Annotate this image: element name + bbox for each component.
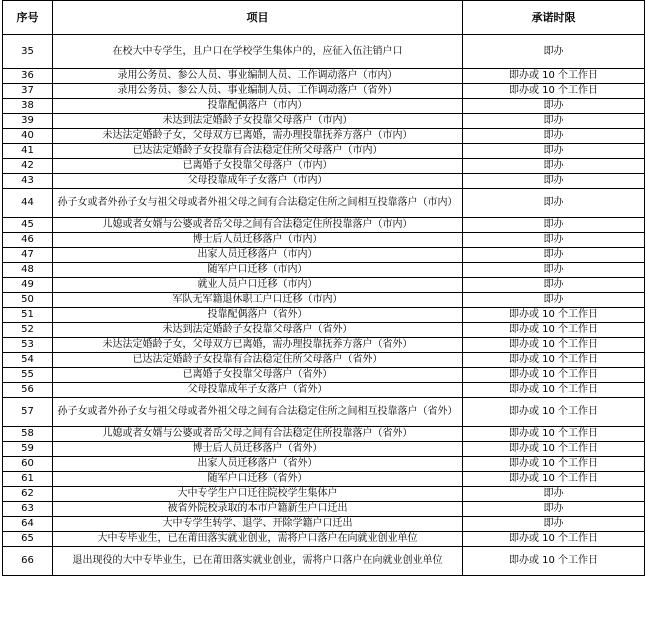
row-time-limit: 即办或 10 个工作日 [463, 532, 645, 547]
row-number: 45 [3, 218, 53, 233]
row-number: 58 [3, 427, 53, 442]
table-row [3, 427, 645, 442]
row-item: 孙子女或者外孙子女与祖父母或者外祖父母之间有合法稳定住所之间相互投靠落户（省外） [53, 398, 463, 427]
row-item: 大中专毕业生，已在莆田落实就业创业，需将户口落户在向就业创业单位 [53, 532, 463, 547]
row-item: 未达法定婚龄子女，父母双方已离婚，需办理投靠抚养方落户（省外） [53, 338, 463, 353]
row-time-limit: 即办 [463, 99, 645, 114]
table-row [3, 368, 645, 383]
row-number: 40 [3, 129, 53, 144]
table-row [3, 159, 645, 174]
header-no: 序号 [3, 1, 53, 35]
row-number: 50 [3, 293, 53, 308]
row-item: 退出现役的大中专毕业生，已在莆田落实就业创业，需将户口落户在向就业创业单位 [53, 547, 463, 576]
row-number: 65 [3, 532, 53, 547]
row-time-limit: 即办 [463, 293, 645, 308]
table-row [3, 248, 645, 263]
table-row [3, 278, 645, 293]
row-item: 就业人员户口迁移（市内） [53, 278, 463, 293]
table-row [3, 547, 645, 576]
row-item: 录用公务员、参公人员、事业编制人员、工作调动落户（市内） [53, 69, 463, 84]
commitment-table [2, 0, 645, 576]
row-time-limit: 即办或 10 个工作日 [463, 472, 645, 487]
row-item: 录用公务员、参公人员、事业编制人员、工作调动落户（省外） [53, 84, 463, 99]
row-item: 出家人员迁移落户（省外） [53, 457, 463, 472]
table-row [3, 308, 645, 323]
table-row [3, 218, 645, 233]
row-number: 38 [3, 99, 53, 114]
row-time-limit: 即办或 10 个工作日 [463, 353, 645, 368]
row-number: 39 [3, 114, 53, 129]
table-row [3, 457, 645, 472]
row-time-limit: 即办或 10 个工作日 [463, 323, 645, 338]
row-number: 49 [3, 278, 53, 293]
row-time-limit: 即办 [463, 278, 645, 293]
table-row [3, 517, 645, 532]
row-item: 儿媳或者女婿与公婆或者岳父母之间有合法稳定住所投靠落户（省外） [53, 427, 463, 442]
row-item: 已达法定婚龄子女投靠有合法稳定住所父母落户（市内） [53, 144, 463, 159]
row-item: 已离婚子女投靠父母落户（市内） [53, 159, 463, 174]
table-row [3, 69, 645, 84]
row-number: 48 [3, 263, 53, 278]
row-item: 军队无军籍退休职工户口迁移（市内） [53, 293, 463, 308]
row-number: 52 [3, 323, 53, 338]
row-number: 56 [3, 383, 53, 398]
row-time-limit: 即办或 10 个工作日 [463, 308, 645, 323]
table-row [3, 323, 645, 338]
row-time-limit: 即办 [463, 114, 645, 129]
row-time-limit: 即办或 10 个工作日 [463, 547, 645, 576]
row-item: 博士后人员迁移落户（市内） [53, 233, 463, 248]
header-row [3, 1, 645, 35]
row-number: 54 [3, 353, 53, 368]
row-number: 57 [3, 398, 53, 427]
row-time-limit: 即办 [463, 35, 645, 69]
table-row [3, 189, 645, 218]
table-row [3, 383, 645, 398]
table-row [3, 263, 645, 278]
table-row [3, 472, 645, 487]
row-time-limit: 即办或 10 个工作日 [463, 338, 645, 353]
row-item: 未达法定婚龄子女，父母双方已离婚，需办理投靠抚养方落户（市内） [53, 129, 463, 144]
row-item: 大中专学生户口迁往院校学生集体户 [53, 487, 463, 502]
row-item: 孙子女或者外孙子女与祖父母或者外祖父母之间有合法稳定住所之间相互投靠落户（市内） [53, 189, 463, 218]
row-number: 43 [3, 174, 53, 189]
row-number: 44 [3, 189, 53, 218]
row-item: 未达到法定婚龄子女投靠父母落户（省外） [53, 323, 463, 338]
row-time-limit: 即办或 10 个工作日 [463, 383, 645, 398]
row-number: 63 [3, 502, 53, 517]
table-row [3, 442, 645, 457]
row-item: 投靠配偶落户（市内） [53, 99, 463, 114]
header-item: 项目 [53, 1, 463, 35]
row-time-limit: 即办 [463, 487, 645, 502]
table-row [3, 353, 645, 368]
table-body [3, 35, 645, 576]
header-limit: 承诺时限 [463, 1, 645, 35]
row-item: 未达到法定婚龄子女投靠父母落户（市内） [53, 114, 463, 129]
table-row [3, 114, 645, 129]
row-number: 62 [3, 487, 53, 502]
row-time-limit: 即办 [463, 189, 645, 218]
row-item: 父母投靠成年子女落户（省外） [53, 383, 463, 398]
row-number: 55 [3, 368, 53, 383]
row-item: 儿媳或者女婿与公婆或者岳父母之间有合法稳定住所投靠落户（市内） [53, 218, 463, 233]
row-time-limit: 即办 [463, 517, 645, 532]
row-time-limit: 即办 [463, 263, 645, 278]
row-time-limit: 即办或 10 个工作日 [463, 69, 645, 84]
table-row [3, 174, 645, 189]
row-number: 42 [3, 159, 53, 174]
table-row [3, 338, 645, 353]
row-item: 投靠配偶落户（省外） [53, 308, 463, 323]
row-item: 出家人员迁移落户（市内） [53, 248, 463, 263]
table-row [3, 99, 645, 114]
table-row [3, 487, 645, 502]
row-item: 博士后人员迁移落户（省外） [53, 442, 463, 457]
row-item: 随军户口迁移（省外） [53, 472, 463, 487]
row-time-limit: 即办或 10 个工作日 [463, 442, 645, 457]
table-row [3, 84, 645, 99]
row-time-limit: 即办或 10 个工作日 [463, 368, 645, 383]
row-time-limit: 即办 [463, 248, 645, 263]
row-item: 大中专学生转学、退学、开除学籍户口迁出 [53, 517, 463, 532]
table-row [3, 398, 645, 427]
row-time-limit: 即办或 10 个工作日 [463, 457, 645, 472]
row-time-limit: 即办 [463, 233, 645, 248]
row-number: 66 [3, 547, 53, 576]
row-number: 60 [3, 457, 53, 472]
row-number: 41 [3, 144, 53, 159]
row-time-limit: 即办 [463, 218, 645, 233]
row-number: 46 [3, 233, 53, 248]
table-row [3, 233, 645, 248]
row-number: 35 [3, 35, 53, 69]
row-time-limit: 即办 [463, 502, 645, 517]
table-row [3, 293, 645, 308]
row-time-limit: 即办 [463, 144, 645, 159]
row-time-limit: 即办 [463, 129, 645, 144]
table-row [3, 532, 645, 547]
row-item: 随军户口迁移（市内） [53, 263, 463, 278]
row-item: 已离婚子女投靠父母落户（省外） [53, 368, 463, 383]
table-row [3, 129, 645, 144]
row-time-limit: 即办 [463, 174, 645, 189]
table-row [3, 35, 645, 69]
row-number: 36 [3, 69, 53, 84]
row-number: 53 [3, 338, 53, 353]
row-number: 51 [3, 308, 53, 323]
row-time-limit: 即办或 10 个工作日 [463, 84, 645, 99]
row-number: 37 [3, 84, 53, 99]
row-item: 被省外院校录取的本市户籍新生户口迁出 [53, 502, 463, 517]
row-time-limit: 即办 [463, 159, 645, 174]
row-number: 47 [3, 248, 53, 263]
row-item: 父母投靠成年子女落户（市内） [53, 174, 463, 189]
row-number: 61 [3, 472, 53, 487]
row-number: 64 [3, 517, 53, 532]
row-time-limit: 即办或 10 个工作日 [463, 427, 645, 442]
table-row [3, 144, 645, 159]
row-number: 59 [3, 442, 53, 457]
row-item: 已达法定婚龄子女投靠有合法稳定住所父母落户（省外） [53, 353, 463, 368]
row-time-limit: 即办或 10 个工作日 [463, 398, 645, 427]
table-row [3, 502, 645, 517]
row-item: 在校大中专学生，且户口在学校学生集体户的，应征入伍注销户口 [53, 35, 463, 69]
